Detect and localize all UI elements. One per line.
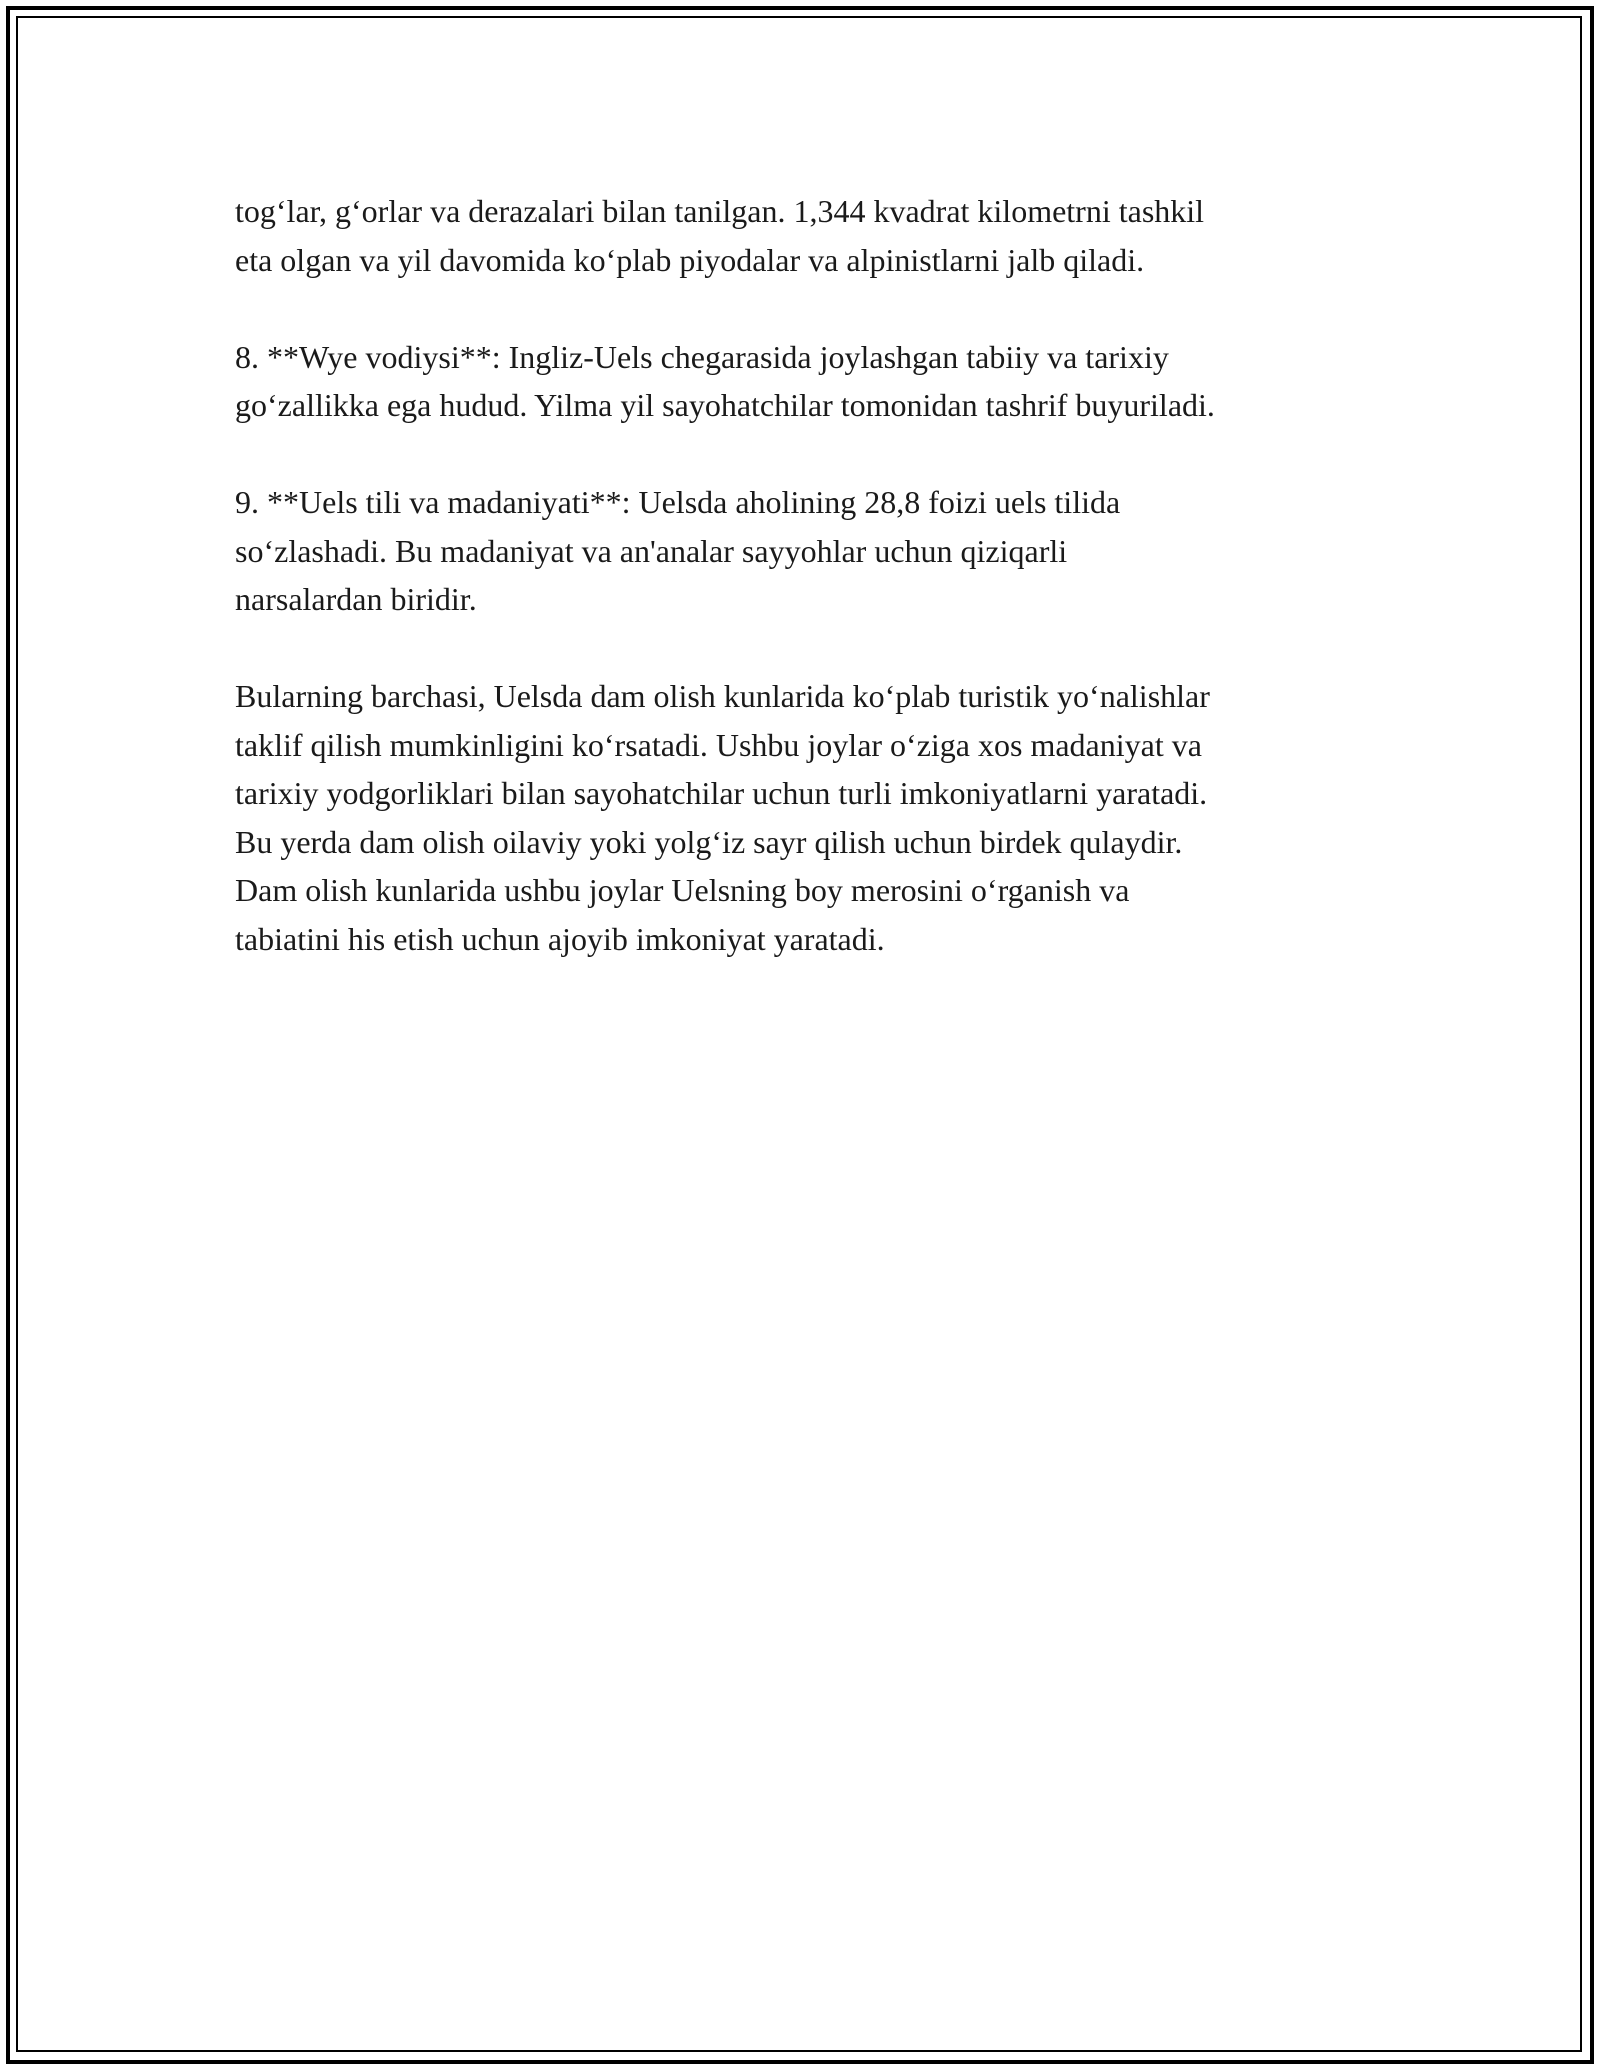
paragraph-conclusion: Bularning barchasi, Uelsda dam olish kunlarida ko‘plab turistik yo‘nalishlar taklif qilish mumkinligini ko‘rsatadi. Ushbu joylar o‘ziga xos madaniyat va tarixiy yodgorliklari bilan sayohatchilar uchun turli imkoniyatlarni yaratadi. Bu yerda dam olish oilaviy yoki yolg‘iz sayr qilish uchun birdek qulaydir. Dam olish kunlarida ushbu joylar Uelsning boy merosini o‘rganish va tabiatini his etish uchun ajoyib imkoniyat yaratadi. bbox=[235, 678, 1210, 957]
paragraph-intro-continuation: tog‘lar, g‘orlar va derazalari bilan tanilgan. 1,344 kvadrat kilometrni tashkil eta olgan va yil davomida ko‘plab piyodalar va alpinistlarni jalb qiladi. bbox=[235, 193, 1205, 278]
document-body bbox=[235, 187, 1375, 1012]
paragraph-item-9: 9. **Uels tili va madaniyati**: Uelsda aholining 28,8 foizi uels tilida so‘zlashadi. Bu madaniyat va an'analar sayyohlar uchun qiziqarli narsalardan biridir. bbox=[235, 484, 1121, 617]
paragraph-item-8: 8. **Wye vodiysi**: Ingliz-Uels chegarasida joylashgan tabiiy va tarixiy go‘zallikka ega hudud. Yilma yil sayohatchilar tomonidan tashrif buyuriladi. bbox=[235, 338, 1215, 423]
